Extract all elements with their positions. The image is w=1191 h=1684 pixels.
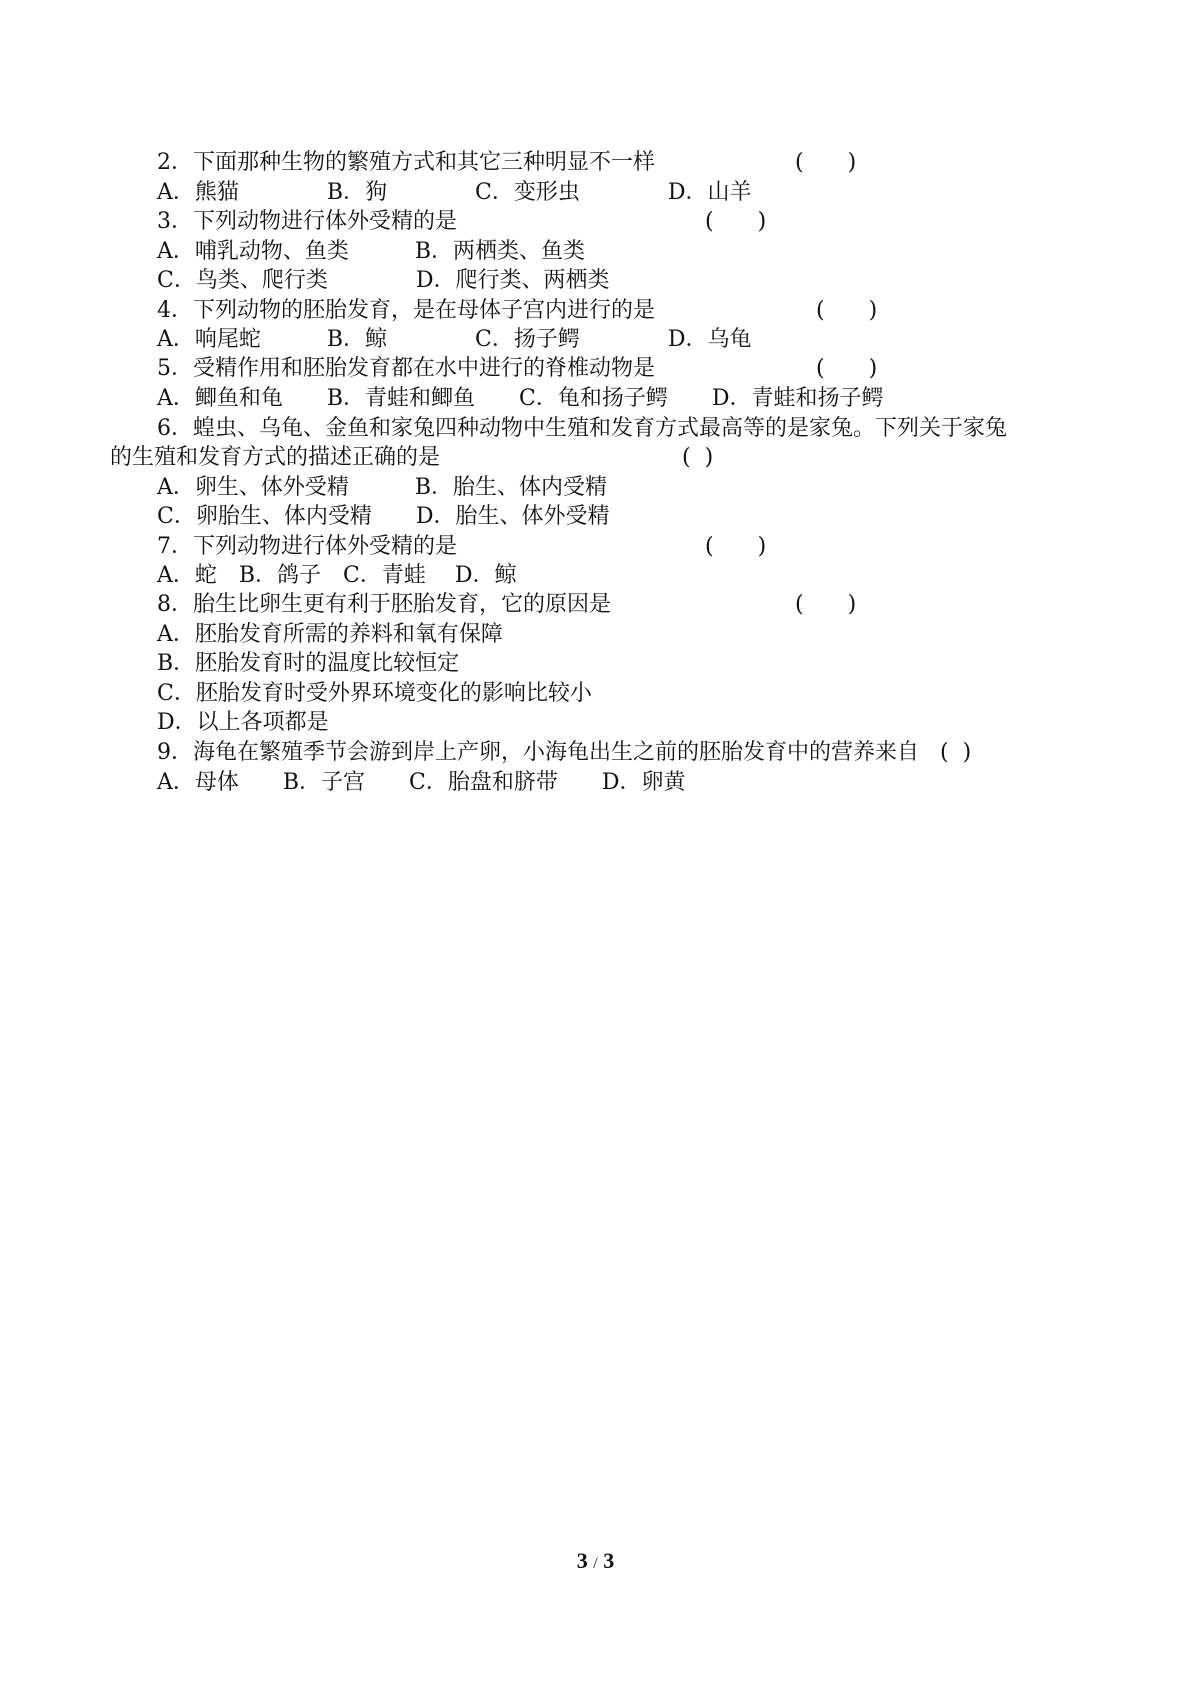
question-5-answer-paren: ( ): [816, 356, 878, 381]
question-5-stem: 5．受精作用和胚胎发育都在水中进行的脊椎动物是: [157, 356, 655, 381]
question-4-options: A．响尾蛇 B．鲸 C．扬子鳄 D．乌龟: [157, 327, 752, 352]
question-6-options-row-1: A．卵生、体外受精 B．胎生、体内受精: [157, 475, 608, 500]
question-2-answer-paren: ( ): [795, 150, 857, 175]
question-4-answer-paren: ( ): [816, 298, 878, 323]
question-7-options: A．蛇 B．鸽子 C．青蛙 D．鲸: [157, 563, 517, 588]
question-9-answer-paren: ( ): [940, 740, 972, 765]
question-3-options-row-1: A．哺乳动物、鱼类 B．两栖类、鱼类: [157, 239, 586, 264]
question-9-stem: 9．海龟在繁殖季节会游到岸上产卵，小海龟出生之前的胚胎发育中的营养来自: [157, 740, 919, 765]
question-8-answer-paren: ( ): [795, 592, 857, 617]
question-6-stem: 6．蝗虫、乌龟、金鱼和家兔四种动物中生殖和发育方式最高等的是家兔。下列关于家兔: [157, 416, 1007, 441]
question-7-answer-paren: ( ): [705, 534, 767, 559]
question-6-options-row-2: C．卵胎生、体内受精 D．胎生、体外受精: [157, 504, 610, 529]
question-8-option-b: B．胚胎发育时的温度比较恒定: [157, 651, 460, 676]
question-8-stem: 8．胎生比卵生更有利于胚胎发育，它的原因是: [157, 592, 611, 617]
question-9-options: A．母体 B．子宫 C．胎盘和脐带 D．卵黄: [157, 770, 686, 795]
page-number-separator: /: [593, 1555, 598, 1572]
question-2-stem: 2．下面那种生物的繁殖方式和其它三种明显不一样: [157, 150, 655, 175]
question-8-option-a: A．胚胎发育所需的养料和氧有保障: [157, 622, 503, 647]
question-5-options: A．鲫鱼和龟 B．青蛙和鲫鱼 C．龟和扬子鳄 D．青蛙和扬子鳄: [157, 386, 884, 411]
question-4-stem: 4．下列动物的胚胎发育，是在母体子宫内进行的是: [157, 298, 655, 323]
question-8-option-c: C．胚胎发育时受外界环境变化的影响比较小: [157, 681, 592, 706]
question-6-stem-continued: 的生殖和发育方式的描述正确的是: [110, 445, 441, 470]
question-2-options: A．熊猫 B．狗 C．变形虫 D．山羊: [157, 180, 752, 205]
question-8-option-d: D．以上各项都是: [157, 710, 329, 735]
question-3-options-row-2: C．鸟类、爬行类 D．爬行类、两栖类: [157, 268, 610, 293]
page-number-current: 3: [576, 1548, 588, 1573]
page-number-total: 3: [603, 1548, 615, 1573]
question-3-stem: 3．下列动物进行体外受精的是: [157, 209, 457, 234]
question-6-answer-paren: ( ): [682, 445, 714, 470]
page-number: [0, 1548, 1191, 1574]
question-3-answer-paren: ( ): [705, 209, 767, 234]
question-7-stem: 7．下列动物进行体外受精的是: [157, 534, 457, 559]
